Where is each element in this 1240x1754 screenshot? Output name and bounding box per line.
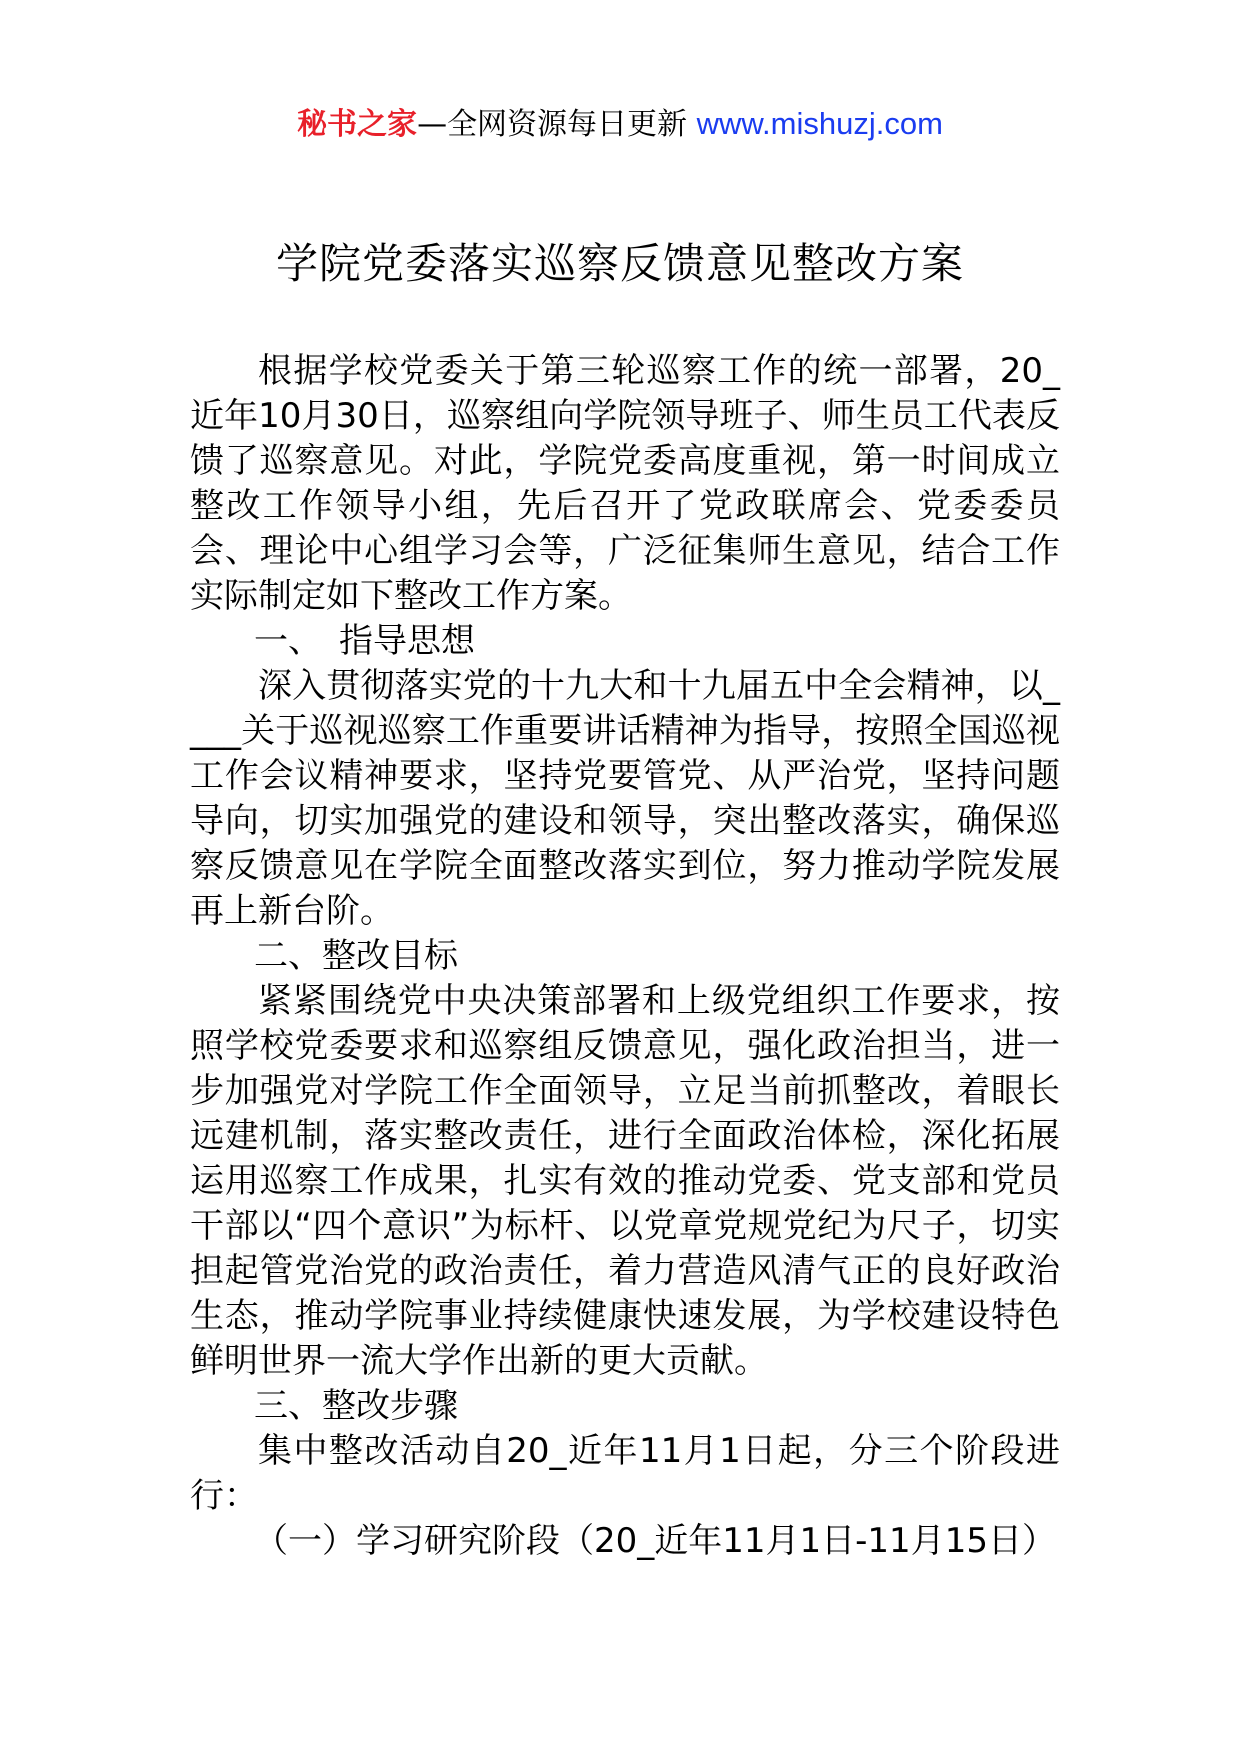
site-header xyxy=(0,102,1240,147)
document-title: 学院党委落实巡察反馈意见整改方案 xyxy=(275,239,964,288)
guiding-thought-paragraph: 深入贯彻落实党的十九大和十九届五中全会精神，以____关于巡视巡察工作重要讲话精神为指导，按照全国巡视工作会议精神要求，坚持党要管党、从严治党，坚持问题导向，切实加强党的建设和领导，突出整改落实，确保巡察反馈意见在学院全面整改落实到位，努力推动学院发展再上新台阶。 xyxy=(190,666,1060,931)
document-body xyxy=(190,349,1060,1564)
steps-paragraph: 集中整改活动自20_近年11月1日起，分三个阶段进行： xyxy=(190,1431,1060,1516)
header-tagline: —全网资源每日更新 xyxy=(417,107,697,142)
goals-paragraph: 紧紧围绕党中央决策部署和上级党组织工作要求，按照学校党委要求和巡察组反馈意见，强化政治担当，进一步加强党对学院工作全面领导，立足当前抓整改，着眼长远建机制，落实整改责任，进行全面政治体检，深化拓展运用巡察工作成果，扎实有效的推动党委、党支部和党员干部以“四个意识”为标杆、以党章党规党纪为尺子，切实担起管党治党的政治责任，着力营造风清气正的良好政治生态，推动学院事业持续健康快速发展，为学校建设特色鲜明世界一流大学作出新的更大贡献。 xyxy=(190,981,1060,1381)
intro-paragraph: 根据学校党委关于第三轮巡察工作的统一部署，20_近年10月30日，巡察组向学院领导班子、师生员工代表反馈了巡察意见。对此，学院党委高度重视，第一时间成立整改工作领导小组，先后召开了党政联席会、党委委员会、理论中心组学习会等，广泛征集师生意见，结合工作实际制定如下整改工作方案。 xyxy=(190,351,1060,616)
section-heading-steps: 三、整改步骤 xyxy=(254,1386,458,1426)
section-heading-goals: 二、整改目标 xyxy=(254,936,458,976)
brand-name: 秘书之家 xyxy=(297,107,418,142)
site-url-link[interactable]: www.mishuzj.com xyxy=(696,106,943,141)
section-heading-guiding-thought: 一、 指导思想 xyxy=(254,621,475,661)
subsection-heading-study-phase: （一）学习研究阶段（20_近年11月1日-11月15日） xyxy=(254,1521,1056,1561)
